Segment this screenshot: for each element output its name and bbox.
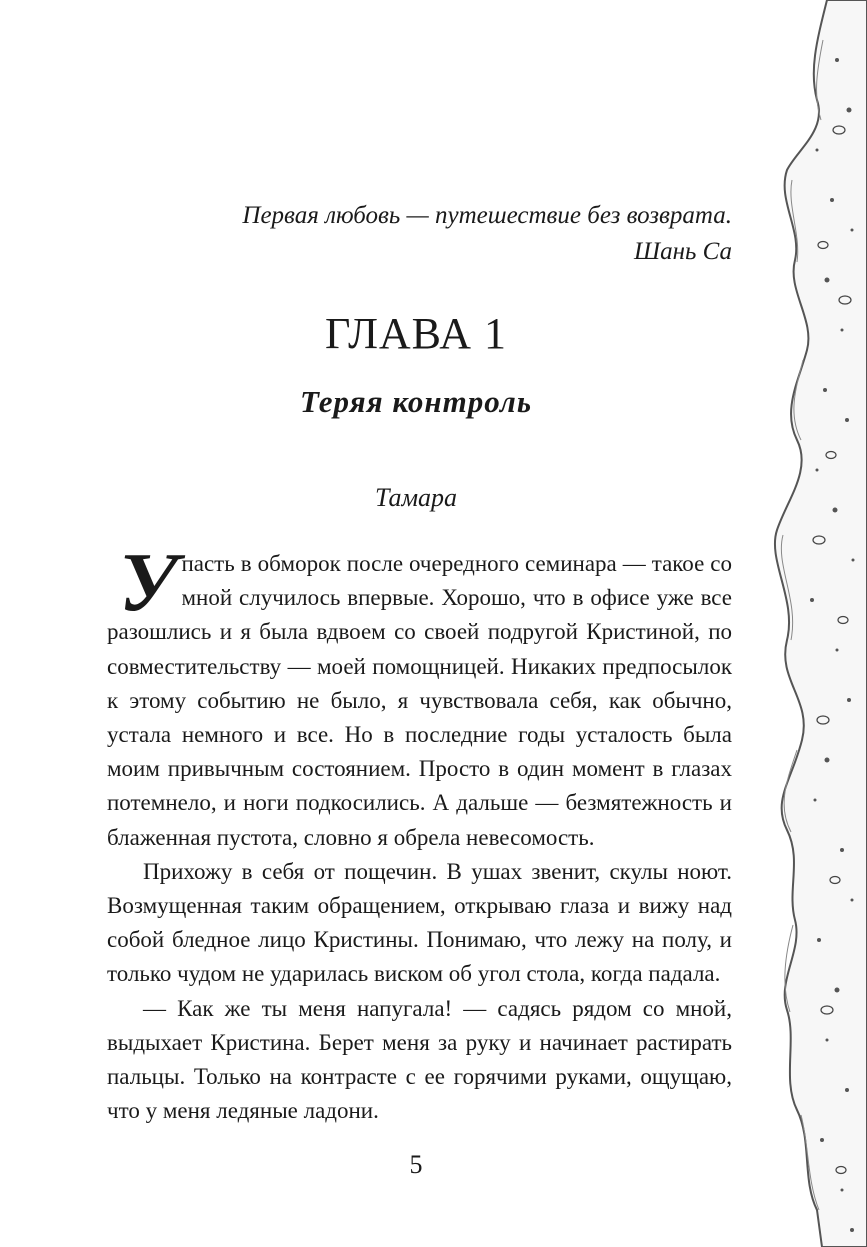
seashore-border-illustration bbox=[757, 0, 867, 1247]
paragraph-text: пасть в обморок после очередного семинара — такое со мной случилось впервые. Хорошо, что в офисе уже все разошлись и я была вдвоем со своей подругой Кристиной, по совместительству — моей помощницей. Никаких предпосылок к этому событию не было, я чувствовала себя, как обычно, устала немного и все. Но в последние годы усталость была моим привычным состоянием. Просто в один момент в глазах потемнело, и ноги подкосились. А дальше — безмятежность и блаженная пустота, словно я обрела невесомость. bbox=[107, 551, 732, 850]
epigraph bbox=[200, 198, 732, 270]
epigraph-quote: Первая любовь — путешествие без возврата. bbox=[242, 202, 732, 229]
narrator-name: Тамара bbox=[374, 483, 458, 512]
paragraph bbox=[107, 536, 732, 855]
paragraph: Прихожу в себя от пощечин. В ушах звенит, скулы ноют. Возмущенная таким обращением, открываю глаза и вижу над собой бледное лицо Кристины. Понимаю, что лежу на полу, и только чудом не ударилась виском об угол стола, когда падала. bbox=[107, 858, 732, 987]
chapter-title: ГЛАВА 1 bbox=[324, 309, 508, 358]
paragraph: — Как же ты меня напугала! — садясь рядом со мной, выдыхает Кристина. Берет меня за руку и начинает растирать пальцы. Только на контрасте с ее горячими руками, ощущаю, что у меня ледяные ладони. bbox=[107, 995, 732, 1124]
epigraph-author: Шань Са bbox=[634, 238, 732, 265]
body-text bbox=[107, 536, 732, 1128]
drop-cap: У bbox=[119, 536, 178, 629]
page-number: 5 bbox=[409, 1150, 423, 1179]
chapter-subtitle: Теряя контроль bbox=[299, 384, 532, 419]
